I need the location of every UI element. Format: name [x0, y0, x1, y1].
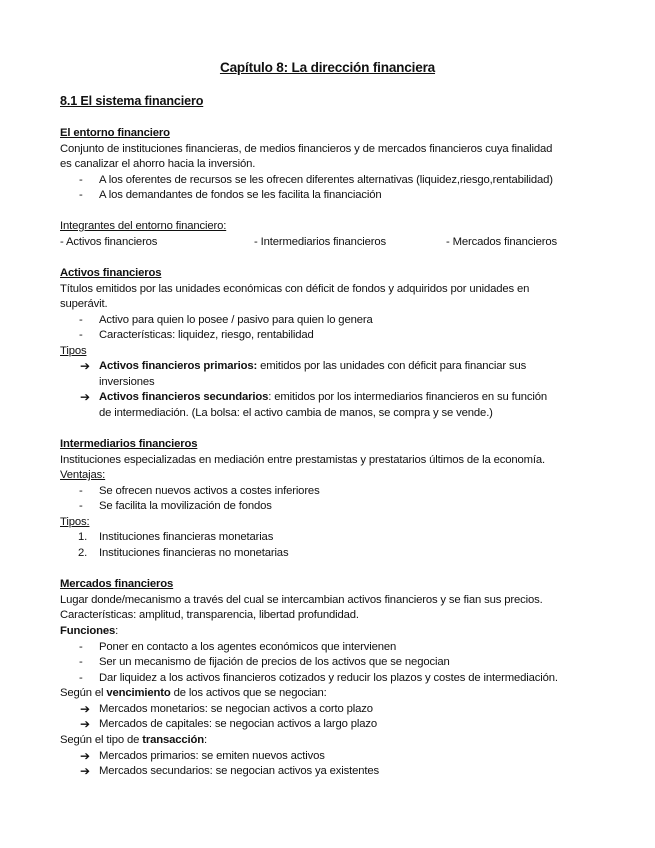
transaccion-post: : — [204, 734, 208, 746]
mercados-monetarios: Mercados monetarios: se negocian activos a corto plazo — [99, 703, 373, 715]
activos-heading: Activos financieros — [60, 267, 162, 279]
bullet-dash: - — [79, 485, 83, 497]
transaccion-term: transacción — [142, 734, 205, 746]
vencimiento-line — [60, 686, 327, 701]
vencimiento-term: vencimiento — [106, 687, 171, 699]
funciones-label — [60, 624, 118, 639]
activos-tipos-label: Tipos — [60, 345, 87, 357]
tipo-1: Instituciones financieras monetarias — [99, 531, 274, 543]
transaccion-pre: Según el tipo de — [60, 734, 143, 746]
activos-secundarios-term: Activos financieros secundarios — [99, 391, 269, 403]
intermediarios-heading: Intermediarios financieros — [60, 438, 198, 450]
ventajas-label: Ventajas: — [60, 469, 106, 481]
intermediarios-def: Instituciones especializadas en mediación entre prestamistas y prestatarios últimos de la economía. — [60, 454, 545, 466]
list-number: 1. — [78, 531, 88, 543]
activos-primarios-text: emitidos por las unidades con déficit para financiar sus — [257, 360, 527, 372]
entorno-item-2: A los demandantes de fondos se les facilita la financiación — [99, 189, 382, 201]
bullet-dash: - — [79, 672, 83, 684]
vencimiento-pre: Según el — [60, 687, 107, 699]
mercados-heading: Mercados financieros — [60, 578, 174, 590]
activos-secundarios-cont: de intermediación. (La bolsa: el activo cambia de manos, se compra y se vende.) — [99, 407, 493, 419]
list-number: 2. — [78, 547, 88, 559]
arrow-bullet-icon: ➔ — [80, 764, 90, 778]
mercados-capitales: Mercados de capitales: se negocian activos a largo plazo — [99, 718, 377, 730]
activos-item-1: Activo para quien lo posee / pasivo para quien lo genera — [99, 314, 373, 326]
funciones-term: Funciones — [60, 625, 116, 637]
bullet-dash: - — [79, 189, 83, 201]
entorno-item-1: A los oferentes de recursos se les ofrecen diferentes alternativas (liquidez,riesgo,rentabilidad) — [99, 174, 553, 186]
bullet-dash: - — [79, 641, 83, 653]
mercados-secundarios: Mercados secundarios: se negocian activos ya existentes — [99, 765, 379, 777]
arrow-bullet-icon: ➔ — [80, 717, 90, 731]
entorno-def-line1: Conjunto de instituciones financieras, de medios financieros y de mercados financieros cuya finalidad — [60, 143, 553, 155]
ventaja-2: Se facilita la movilización de fondos — [99, 500, 272, 512]
activos-primarios — [99, 359, 526, 374]
funcion-1: Poner en contacto a los agentes económicos que intervienen — [99, 641, 397, 653]
integrantes-label: Integrantes del entorno financiero: — [60, 220, 227, 232]
funcion-3: Dar liquidez a los activos financieros cotizados y reducir los plazos y costes de intermediación. — [99, 672, 558, 684]
integrante-activos: - Activos financieros — [60, 236, 158, 248]
ventaja-1: Se ofrecen nuevos activos a costes inferiores — [99, 485, 320, 497]
bullet-dash: - — [79, 174, 83, 186]
bullet-dash: - — [79, 656, 83, 668]
activos-primarios-term: Activos financieros primarios: — [99, 360, 258, 372]
arrow-bullet-icon: ➔ — [80, 749, 90, 763]
transaccion-line — [60, 733, 207, 748]
arrow-bullet-icon: ➔ — [80, 359, 90, 373]
integrante-mercados: - Mercados financieros — [446, 236, 557, 248]
intermediarios-tipos-label: Tipos: — [60, 516, 90, 528]
funciones-colon: : — [115, 625, 119, 637]
mercados-primarios: Mercados primarios: se emiten nuevos activos — [99, 750, 325, 762]
activos-primarios-cont: inversiones — [99, 376, 155, 388]
funcion-2: Ser un mecanismo de fijación de precios de los activos que se negocian — [99, 656, 450, 668]
bullet-dash: - — [79, 500, 83, 512]
entorno-heading: El entorno financiero — [60, 127, 170, 139]
bullet-dash: - — [79, 329, 83, 341]
activos-secundarios — [99, 390, 547, 405]
activos-def-line2: superávit. — [60, 298, 108, 310]
tipo-2: Instituciones financieras no monetarias — [99, 547, 289, 559]
arrow-bullet-icon: ➔ — [80, 702, 90, 716]
entorno-def-line2: es canalizar el ahorro hacia la inversión. — [60, 158, 256, 170]
activos-def-line1: Títulos emitidos por las unidades económicas con déficit de fondos y adquiridos por unidades en — [60, 283, 530, 295]
page-title: Capítulo 8: La dirección financiera — [219, 60, 436, 75]
vencimiento-post: de los activos que se negocian: — [170, 687, 327, 699]
integrante-intermediarios: - Intermediarios financieros — [254, 236, 387, 248]
section-heading: 8.1 El sistema financiero — [60, 94, 204, 108]
bullet-dash: - — [79, 314, 83, 326]
arrow-bullet-icon: ➔ — [80, 390, 90, 404]
mercados-def-line1: Lugar donde/mecanismo a través del cual se intercambian activos financieros y se fian sus precios. — [60, 594, 543, 606]
activos-item-2: Características: liquidez, riesgo, rentabilidad — [99, 329, 314, 341]
activos-secundarios-text: : emitidos por los intermediarios financieros en su función — [268, 391, 548, 403]
mercados-def-line2: Características: amplitud, transparencia, libertad profundidad. — [60, 609, 359, 621]
